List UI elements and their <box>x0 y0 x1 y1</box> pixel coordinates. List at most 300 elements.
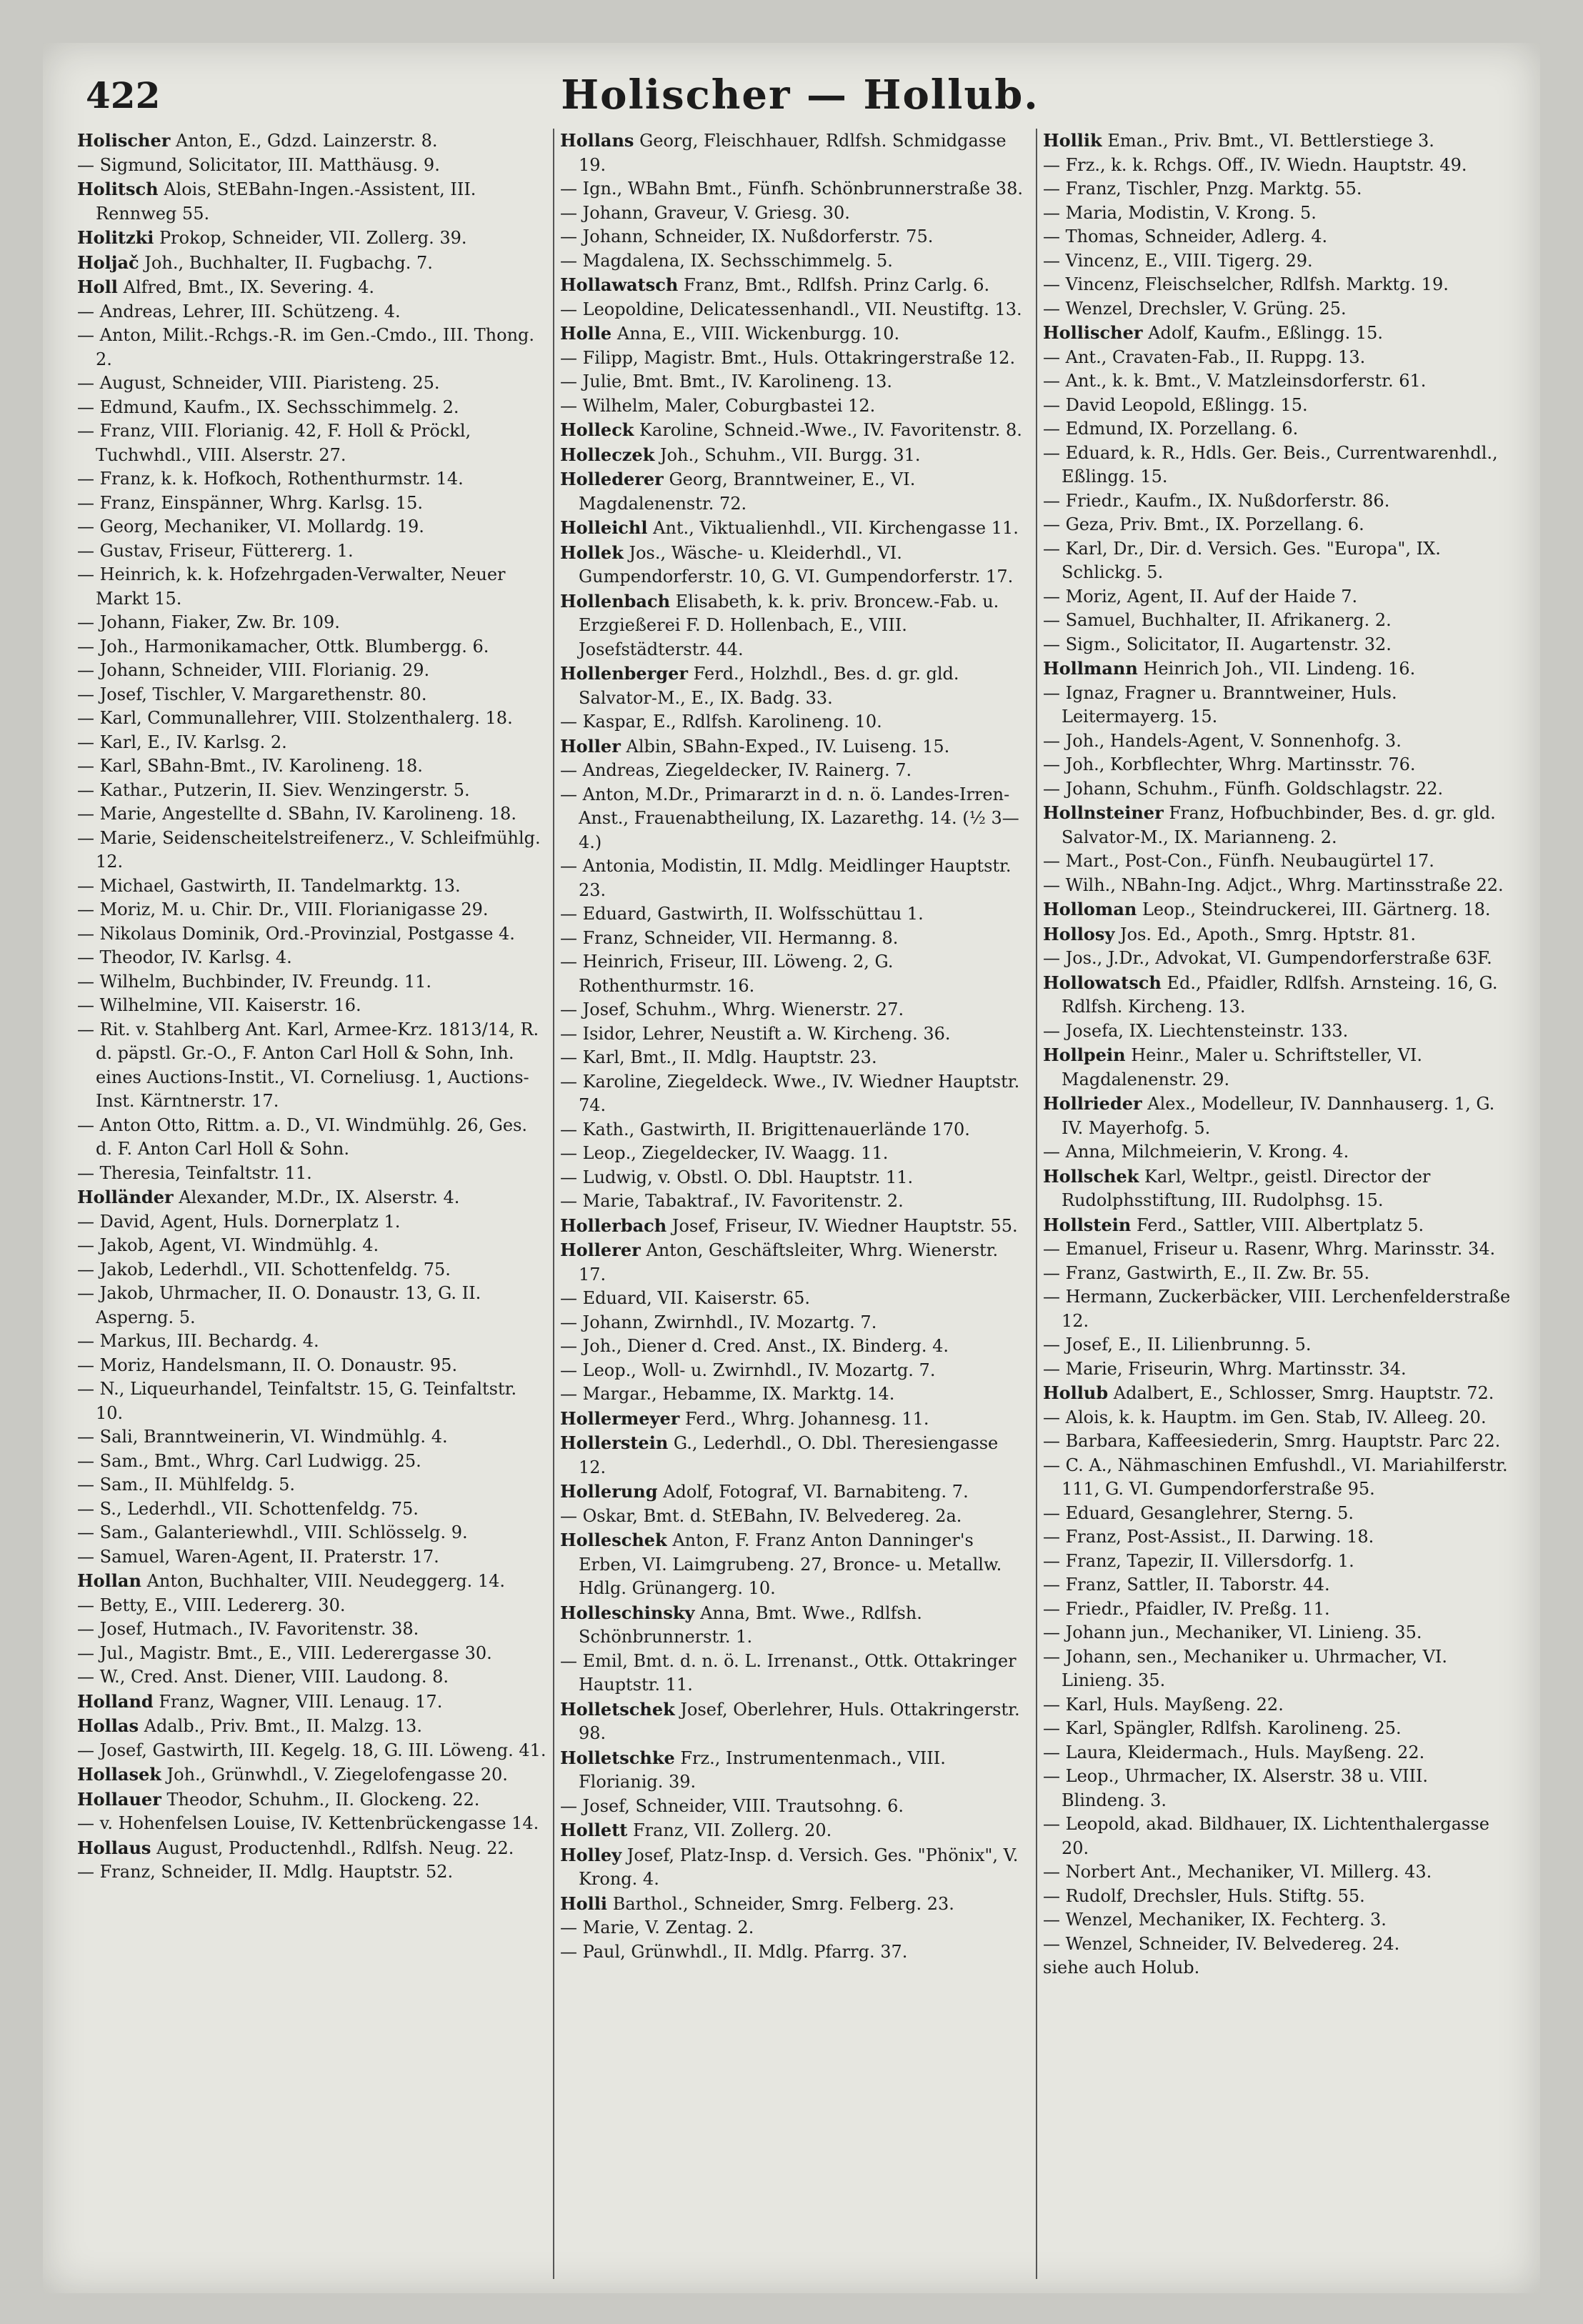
directory-entry <box>77 1497 547 1522</box>
entry-surname: Hollerbach <box>560 1215 667 1236</box>
entry-surname: Holitzki <box>77 227 154 248</box>
directory-entry <box>560 662 1030 710</box>
directory-entry <box>1043 729 1514 754</box>
entry-text: — Magdalena, IX. Sechsschimmelg. 5. <box>560 250 893 271</box>
entry-text: — Maria, Modistin, V. Krong. 5. <box>1043 202 1317 223</box>
directory-entry <box>77 827 547 874</box>
directory-entry <box>560 516 1030 541</box>
entry-surname: Hollenbach <box>560 590 671 612</box>
entry-text: — Emanuel, Friseur u. Rasenr, Whrg. Marinsstr. 34. <box>1043 1239 1496 1259</box>
directory-entry <box>1043 801 1514 849</box>
directory-entry <box>1043 1550 1514 1574</box>
entry-text: — Thomas, Schneider, Adlerg. 4. <box>1043 226 1328 246</box>
entry-text: — Edmund, IX. Porzellang. 6. <box>1043 419 1299 439</box>
entry-text: Eman., Priv. Bmt., VI. Bettlerstiege 3. <box>1107 131 1434 151</box>
directory-entry <box>560 710 1030 734</box>
entry-text: — Johann, Schuhm., Fünfh. Goldschlagstr. 22. <box>1043 778 1444 799</box>
entry-text: — Paul, Grünwhdl., II. Mdlg. Pfarrg. 37. <box>560 1941 908 1962</box>
entry-text: Franz, VII. Zollerg. 20. <box>633 1820 832 1840</box>
directory-entry <box>1043 1357 1514 1382</box>
directory-entry <box>1043 417 1514 442</box>
entry-text: Georg, Fleischhauer, Rdlfsh. Schmidgasse 19. <box>579 131 1007 175</box>
entry-text: — Oskar, Bmt. d. StEBahn, IV. Belvedereg. 2a. <box>560 1505 962 1526</box>
directory-entry <box>77 1450 547 1474</box>
entry-text: — Josef, Schuhm., Whrg. Wienerstr. 27. <box>560 999 904 1019</box>
entry-text: Jos., Wäsche- u. Kleiderhdl., VI. Gumpendorferstr. 10, G. VI. Gumpendorferstr. 17. <box>579 542 1014 587</box>
entry-text: — Wilhelm, Maler, Coburgbastei 12. <box>560 395 876 416</box>
entry-text: Anton, Buchhalter, VIII. Neudeggerg. 14. <box>146 1571 505 1591</box>
directory-entry <box>560 1070 1030 1118</box>
directory-entry <box>560 734 1030 759</box>
entry-surname: Holischer <box>77 130 171 151</box>
entry-text: — Samuel, Waren-Agent, II. Praterstr. 17. <box>77 1546 439 1567</box>
directory-entry <box>77 1690 547 1715</box>
directory-entry <box>560 129 1030 177</box>
entry-text: — Friedr., Pfaidler, IV. Preßg. 11. <box>1043 1598 1330 1619</box>
entry-surname: Holleschinsky <box>560 1602 695 1623</box>
directory-entry <box>1043 1621 1514 1645</box>
entry-text: — Johann, Schneider, IX. Nußdorferstr. 75. <box>560 226 934 246</box>
directory-entry <box>560 1650 1030 1697</box>
directory-entry <box>77 275 547 300</box>
directory-entry <box>77 226 547 251</box>
entry-text: — Betty, E., VIII. Ledererg. 30. <box>77 1595 346 1615</box>
entry-text: Anna, Bmt. Wwe., Rdlfsh. Schönbrunnerstr. 1. <box>579 1602 922 1647</box>
directory-entry <box>1043 1741 1514 1765</box>
entry-text: — Laura, Kleidermach., Huls. Mayßeng. 22. <box>1043 1742 1425 1762</box>
entry-text: — Moriz, Agent, II. Auf der Haide 7. <box>1043 586 1358 607</box>
directory-entry <box>560 1214 1030 1239</box>
directory-entry <box>77 707 547 731</box>
directory-entry <box>1043 129 1514 154</box>
directory-entry <box>560 321 1030 346</box>
directory-entry <box>77 177 547 226</box>
directory-entry <box>77 1377 547 1425</box>
entry-text: Alfred, Bmt., IX. Severing. 4. <box>123 277 375 297</box>
directory-entry <box>77 251 547 276</box>
entry-text: — Wilhelmine, VII. Kaiserstr. 16. <box>77 995 361 1015</box>
running-head: Holischer — Hollub. <box>561 71 1039 119</box>
entry-text: — Josefa, IX. Liechtensteinstr. 133. <box>1043 1020 1349 1041</box>
directory-entry <box>560 1382 1030 1407</box>
directory-entry <box>560 1046 1030 1070</box>
entry-surname: Hollnsteiner <box>1043 802 1164 823</box>
entry-text: — Anton, Milit.-Rchgs.-R. im Gen.-Cmdo., III. Thong. 2. <box>77 325 535 369</box>
entry-surname: Hollasek <box>77 1764 161 1785</box>
entry-text: — Rit. v. Stahlberg Ant. Karl, Armee-Krz. 1813/14, R. d. päpstl. Gr.-O., F. Anton Carl Holl & Sohn, Inh. eines Auctions-Instit., VI. Corneliusg. 1, Auctions-Inst. Kärntnerstr. 17. <box>77 1019 539 1111</box>
directory-entry <box>77 467 547 492</box>
directory-entry <box>1043 585 1514 609</box>
directory-entry <box>1043 1285 1514 1333</box>
directory-entry <box>560 1359 1030 1383</box>
entry-surname: Holländer <box>77 1187 174 1207</box>
entry-text: — Anna, Milchmeierin, V. Krong. 4. <box>1043 1142 1349 1162</box>
directory-entry <box>560 1407 1030 1432</box>
directory-entry <box>560 1697 1030 1746</box>
entry-surname: Hollans <box>560 130 634 151</box>
directory-entry <box>77 1545 547 1570</box>
entry-surname: Holl <box>77 276 118 297</box>
directory-entry <box>560 1335 1030 1359</box>
entry-text: siehe auch Holub. <box>1043 1958 1200 1978</box>
entry-text: — Jakob, Agent, VI. Windmühlg. 4. <box>77 1235 379 1255</box>
directory-entry <box>77 779 547 803</box>
page-header <box>86 64 1514 136</box>
directory-entry <box>560 177 1030 201</box>
directory-entry <box>1043 1262 1514 1286</box>
entry-surname: Hollstein <box>1043 1214 1132 1235</box>
directory-entry <box>77 371 547 396</box>
entry-text: — Jakob, Uhrmacher, II. O. Donaustr. 13, G. II. Asperng. 5. <box>77 1283 481 1327</box>
entry-text: — Franz, k. k. Hofkoch, Rothenthurmstr. 14. <box>77 469 464 489</box>
entry-surname: Hollas <box>77 1715 139 1736</box>
entry-text: — C. A., Nähmaschinen Emfushdl., VI. Mariahilferstr. 111, G. VI. Gumpendorferstraße 95. <box>1043 1455 1508 1499</box>
directory-entry <box>1043 1019 1514 1044</box>
directory-entry <box>560 1238 1030 1287</box>
entry-text: — Franz, Tischler, Pnzg. Marktg. 55. <box>1043 179 1362 199</box>
directory-entry <box>77 1739 547 1763</box>
directory-entry <box>77 874 547 899</box>
entry-surname: Hollik <box>1043 130 1102 151</box>
entry-surname: Hollek <box>560 542 624 563</box>
column-1 <box>71 129 554 2279</box>
entry-text: Josef, Friseur, IV. Wiedner Hauptstr. 55. <box>671 1215 1018 1236</box>
directory-entry <box>77 539 547 564</box>
directory-entry <box>77 970 547 994</box>
entry-surname: Holjač <box>77 251 139 273</box>
directory-entry <box>1043 1573 1514 1597</box>
entry-text: — Kath., Gastwirth, II. Brigittenauerlände 170. <box>560 1119 970 1139</box>
directory-entry <box>1043 1454 1514 1502</box>
entry-surname: Hollerstein <box>560 1432 669 1453</box>
directory-entry <box>560 346 1030 371</box>
entry-text: — Johann, Schneider, VIII. Florianig. 29. <box>77 660 430 680</box>
entry-text: Joh., Grünwhdl., V. Ziegelofengasse 20. <box>166 1765 508 1785</box>
directory-entry <box>560 201 1030 226</box>
entry-surname: Hollischer <box>1043 322 1143 343</box>
entry-text: — Karoline, Ziegeldeck. Wwe., IV. Wiedner Hauptstr. 74. <box>560 1071 1020 1115</box>
entry-text: — Ignaz, Fragner u. Branntweiner, Huls. Leitermayerg. 15. <box>1043 682 1397 727</box>
entry-text: — Leop., Ziegeldecker, IV. Waagg. 11. <box>560 1143 889 1163</box>
entry-text: Josef, Oberlehrer, Huls. Ottakringerstr. 98. <box>579 1699 1020 1743</box>
directory-entry <box>77 1425 547 1450</box>
entry-text: — Joh., Handels-Agent, V. Sonnenhofg. 3. <box>1043 730 1402 751</box>
directory-entry <box>1043 947 1514 971</box>
directory-entry <box>560 1287 1030 1311</box>
entry-text: — Karl, Bmt., II. Mdlg. Hauptstr. 23. <box>560 1047 877 1067</box>
directory-entry <box>560 394 1030 419</box>
entry-text: — Ign., WBahn Bmt., Fünfh. Schönbrunnerstraße 38. <box>560 179 1023 199</box>
entry-text: — Geza, Priv. Bmt., IX. Porzellang. 6. <box>1043 514 1364 534</box>
entry-text: — Ant., Cravaten-Fab., II. Ruppg. 13. <box>1043 346 1366 367</box>
entry-surname: Hollowatsch <box>1043 972 1162 993</box>
entry-text: — David Leopold, Eßlingg. 15. <box>1043 394 1308 415</box>
directory-entry <box>77 1860 547 1885</box>
directory-entry <box>77 1642 547 1666</box>
entry-text: Ant., Viktualienhdl., VII. Kirchengasse 11. <box>653 518 1019 538</box>
entry-text: Adolf, Kaufm., Eßlingg. 15. <box>1148 323 1384 343</box>
entry-surname: Holleck <box>560 419 634 440</box>
directory-entry <box>1043 922 1514 947</box>
directory-entry <box>1043 1525 1514 1550</box>
directory-entry <box>560 902 1030 927</box>
entry-text: — Heinrich, k. k. Hofzehrgaden-Verwalter, Neuer Markt 15. <box>77 564 506 609</box>
directory-entry <box>77 1594 547 1618</box>
directory-entry <box>77 1762 547 1787</box>
directory-entry <box>1043 1860 1514 1885</box>
directory-entry <box>77 1617 547 1642</box>
entry-text: — Eduard, k. R., Hdls. Ger. Beis., Currentwarenhdl., Eßlingg. 15. <box>1043 442 1498 487</box>
directory-entry <box>77 946 547 970</box>
directory-entry <box>560 589 1030 662</box>
entry-text: — Hermann, Zuckerbäcker, VIII. Lerchenfelderstraße 12. <box>1043 1287 1511 1331</box>
entry-text: — Josef, E., II. Lilienbrunng. 5. <box>1043 1335 1312 1355</box>
entry-text: — Georg, Mechaniker, VI. Mollardg. 19. <box>77 517 424 537</box>
entry-text: — Sam., Bmt., Whrg. Carl Ludwigg. 25. <box>77 1450 421 1471</box>
directory-entry <box>560 1022 1030 1047</box>
entry-text: — Josef, Gastwirth, III. Kegelg. 18, G. III. Löweng. 41. <box>77 1740 546 1760</box>
directory-entry <box>1043 394 1514 418</box>
directory-entry <box>1043 177 1514 201</box>
directory-entry <box>77 1354 547 1378</box>
directory-entry <box>560 370 1030 394</box>
entry-text: — W., Cred. Anst. Diener, VIII. Laudong. 8. <box>77 1667 449 1687</box>
directory-entry <box>560 443 1030 468</box>
entry-text: — Edmund, Kaufm., IX. Sechsschimmelg. 2. <box>77 397 459 417</box>
column-2 <box>554 129 1037 2279</box>
directory-entry <box>77 1282 547 1330</box>
entry-text: Alexander, M.Dr., IX. Alserstr. 4. <box>179 1187 460 1207</box>
directory-entry <box>77 922 547 947</box>
entry-text: — Franz, Gastwirth, E., II. Zw. Br. 55. <box>1043 1262 1370 1283</box>
entry-surname: Hollerung <box>560 1481 658 1502</box>
directory-entry <box>1043 1140 1514 1165</box>
entry-text: — Vincenz, E., VIII. Tigerg. 29. <box>1043 250 1313 271</box>
entry-text: — Andreas, Ziegeldecker, IV. Rainerg. 7. <box>560 760 912 780</box>
entry-surname: Holler <box>560 735 621 757</box>
entry-surname: Hollermeyer <box>560 1407 680 1429</box>
directory-entry <box>1043 1812 1514 1860</box>
directory-entry <box>560 927 1030 951</box>
entry-surname: Holley <box>560 1844 622 1865</box>
entry-text: — Rudolf, Drechsler, Huls. Stiftg. 55. <box>1043 1885 1365 1906</box>
entry-text: — Jos., J.Dr., Advokat, VI. Gumpendorferstraße 63F. <box>1043 948 1492 968</box>
entry-text: — Sam., II. Mühlfeldg. 5. <box>77 1475 296 1495</box>
entry-text: Prokop, Schneider, VII. Zollerg. 39. <box>159 228 467 248</box>
directory-entry <box>560 1892 1030 1917</box>
directory-entry <box>77 898 547 922</box>
directory-entry <box>77 635 547 659</box>
entry-surname: Hollmann <box>1043 658 1138 679</box>
directory-entry <box>1043 1406 1514 1430</box>
entry-text: Anton, F. Franz Anton Danninger's Erben, VI. Laimgrubeng. 27, Bronce- u. Metallw. Hdlg. Grünangerg. 10. <box>579 1530 1002 1598</box>
entry-text: — Sigmund, Solicitator, III. Matthäusg. 9. <box>77 154 440 175</box>
entry-text: — Marie, Angestellte d. SBahn, IV. Karolineng. 18. <box>77 804 516 824</box>
directory-entry <box>1043 1717 1514 1741</box>
entry-text: — Franz, Einspänner, Whrg. Karlsg. 15. <box>77 492 423 513</box>
directory-entry <box>77 802 547 827</box>
entry-text: — Andreas, Lehrer, III. Schützeng. 4. <box>77 301 401 321</box>
entry-text: G., Lederhdl., O. Dbl. Theresiengasse 12. <box>579 1433 999 1477</box>
directory-entry <box>77 611 547 635</box>
entry-text: — Franz, Sattler, II. Taborstr. 44. <box>1043 1575 1330 1595</box>
directory-entry <box>1043 1213 1514 1238</box>
entry-text: — Marie, Seidenscheitelstreifenerz., V. Schleifmühlg. 12. <box>77 827 541 872</box>
directory-entry <box>560 854 1030 902</box>
entry-text: — Antonia, Modistin, II. Mdlg. Meidlinger Hauptstr. 23. <box>560 856 1012 900</box>
directory-entry <box>77 1812 547 1836</box>
directory-entry <box>1043 513 1514 537</box>
entry-surname: Hollschek <box>1043 1165 1139 1187</box>
entry-text: — Vincenz, Fleischselcher, Rdlfsh. Marktg. 19. <box>1043 274 1449 294</box>
entry-text: Heinrich Joh., VII. Lindeng. 16. <box>1143 659 1416 679</box>
directory-entry <box>1043 753 1514 777</box>
directory-entry <box>77 731 547 755</box>
entry-text: — N., Liqueurhandel, Teinfaltstr. 15, G. Teinfaltstr. 10. <box>77 1379 517 1423</box>
column-3 <box>1037 129 1520 2279</box>
entry-text: — Ant., k. k. Bmt., V. Matzleinsdorferstr. 61. <box>1043 371 1427 391</box>
entry-text: — Theodor, IV. Karlsg. 4. <box>77 947 292 967</box>
entry-text: — v. Hohenfelsen Louise, IV. Kettenbrückengasse 14. <box>77 1813 539 1833</box>
entry-text: Heinr., Maler u. Schriftsteller, VI. Magdalenenstr. 29. <box>1062 1045 1423 1089</box>
entry-text: — David, Agent, Huls. Dornerplatz 1. <box>77 1211 401 1232</box>
entry-text: — Nikolaus Dominik, Ord.-Provinzial, Postgasse 4. <box>77 923 515 944</box>
directory-entry <box>77 563 547 611</box>
directory-entry <box>1043 897 1514 922</box>
directory-entry <box>1043 442 1514 489</box>
directory-entry <box>560 950 1030 998</box>
entry-text: — Sali, Branntweinerin, VI. Windmühlg. 4. <box>77 1427 448 1447</box>
directory-entry <box>560 1166 1030 1190</box>
directory-entry <box>560 467 1030 516</box>
directory-entry <box>1043 1092 1514 1140</box>
entry-text: — Sigm., Solicitator, II. Augartenstr. 32. <box>1043 634 1392 654</box>
directory-entry <box>1043 1165 1514 1213</box>
entry-text: — Sam., Galanteriewhdl., VIII. Schlösselg. 9. <box>77 1522 468 1542</box>
entry-text: — Franz, Post-Assist., II. Darwing. 18. <box>1043 1527 1374 1547</box>
entry-surname: Hollauer <box>77 1788 161 1810</box>
entry-text: — Jul., Magistr. Bmt., E., VIII. Lederergasse 30. <box>77 1642 492 1663</box>
directory-entry <box>77 683 547 707</box>
entry-text: — Karl, Spängler, Rdlfsh. Karolineng. 25. <box>1043 1718 1402 1738</box>
directory-entry <box>1043 609 1514 633</box>
directory-entry <box>1043 1932 1514 1957</box>
entry-text: — August, Schneider, VIII. Piaristeng. 25. <box>77 373 440 393</box>
directory-entry <box>1043 369 1514 394</box>
directory-entry <box>560 1142 1030 1166</box>
directory-entry <box>1043 849 1514 874</box>
directory-entry <box>77 1569 547 1594</box>
directory-entry <box>560 1311 1030 1335</box>
entry-text: August, Productenhdl., Rdlfsh. Neug. 22. <box>156 1837 514 1858</box>
entry-text: — Karl, Dr., Dir. d. Versich. Ges. "Europa", IX. Schlickg. 5. <box>1043 538 1441 582</box>
directory-entry <box>560 1940 1030 1965</box>
directory-entry <box>560 1431 1030 1480</box>
entry-text: — Ludwig, v. Obstl. O. Dbl. Hauptstr. 11. <box>560 1167 914 1187</box>
directory-entry <box>77 492 547 516</box>
entry-text: — Kaspar, E., Rdlfsh. Karolineng. 10. <box>560 712 882 732</box>
entry-text: — Josef, Tischler, V. Margarethenstr. 80. <box>77 684 427 704</box>
directory-entry <box>1043 1333 1514 1357</box>
entry-text: — Karl, Huls. Mayßeng. 22. <box>1043 1694 1284 1715</box>
directory-entry <box>77 659 547 683</box>
entry-text: — Johann jun., Mechaniker, VI. Linieng. 35. <box>1043 1622 1422 1642</box>
entry-text: — Eduard, Gesanglehrer, Sterng. 5. <box>1043 1502 1354 1523</box>
entry-surname: Holletschke <box>560 1747 675 1768</box>
entry-surname: Hollan <box>77 1570 141 1591</box>
directory-entry <box>1043 249 1514 274</box>
directory-entry <box>560 1505 1030 1529</box>
entry-text: — Josef, Schneider, VIII. Trautsohng. 6. <box>560 1795 904 1816</box>
entry-surname: Hollaus <box>77 1837 151 1858</box>
entry-text: Adalbert, E., Schlosser, Smrg. Hauptstr. 72. <box>1113 1383 1494 1403</box>
entry-surname: Hollett <box>560 1820 628 1840</box>
directory-entry <box>1043 633 1514 657</box>
entry-surname: Hollosy <box>1043 923 1115 944</box>
directory-entry <box>560 541 1030 589</box>
entry-text: — Eduard, VII. Kaiserstr. 65. <box>560 1288 811 1308</box>
entry-surname: Holletschek <box>560 1698 675 1720</box>
entry-text: — Emil, Bmt. d. n. ö. L. Irrenanst., Ottk. Ottakringer Hauptstr. 11. <box>560 1650 1017 1695</box>
directory-entry <box>1043 1765 1514 1812</box>
entry-text: — Wilh., NBahn-Ing. Adjct., Whrg. Martinsstraße 22. <box>1043 874 1504 895</box>
directory-entry <box>77 994 547 1018</box>
entry-text: Frz., Instrumentenmach., VIII. Florianig. 39. <box>579 1747 946 1792</box>
entry-text: Karl, Weltpr., geistl. Director der Rudolphsstiftung, III. Rudolphsg. 15. <box>1062 1166 1431 1210</box>
directory-entry <box>77 1521 547 1545</box>
entry-text: — Frz., k. k. Rchgs. Off., IV. Wiedn. Hauptstr. 49. <box>1043 154 1467 175</box>
directory-entry <box>560 1528 1030 1601</box>
directory-entry <box>560 1795 1030 1819</box>
entry-surname: Hollrieder <box>1043 1093 1142 1114</box>
directory-entry <box>560 273 1030 298</box>
entry-text: — Josef, Hutmach., IV. Favoritenstr. 38. <box>77 1619 419 1639</box>
entry-surname: Holleschek <box>560 1530 667 1550</box>
entry-text: Josef, Platz-Insp. d. Versich. Ges. "Phönix", V. Krong. 4. <box>579 1845 1019 1889</box>
entry-text: Ferd., Holzhdl., Bes. d. gr. gld. Salvator-M., E., IX. Badg. 33. <box>579 664 959 708</box>
entry-surname: Holleczek <box>560 444 655 465</box>
directory-entry <box>560 225 1030 249</box>
directory-entry <box>77 1836 547 1861</box>
entry-text: — Friedr., Kaufm., IX. Nußdorferstr. 86. <box>1043 490 1390 511</box>
directory-entry <box>1043 1885 1514 1909</box>
entry-text: Joh., Schuhm., VII. Burgg. 31. <box>659 444 921 465</box>
entry-surname: Hollenberger <box>560 663 689 684</box>
directory-entry <box>77 1018 547 1114</box>
directory-entry <box>1043 297 1514 321</box>
entry-text: — Heinrich, Friseur, III. Löweng. 2, G. Rothenthurmstr. 16. <box>560 952 894 996</box>
entry-text: — Karl, E., IV. Karlsg. 2. <box>77 732 287 752</box>
directory-entry <box>560 249 1030 274</box>
directory-entry <box>77 515 547 539</box>
directory-entry <box>77 1114 547 1162</box>
entry-text: Elisabeth, k. k. priv. Broncew.-Fab. u. Erzgießerei F. D. Hollenbach, E., VIII. Josefstädterstr. 44. <box>579 591 999 659</box>
directory-entry <box>1043 1597 1514 1622</box>
entry-text: — Franz, Schneider, II. Mdlg. Hauptstr. 52. <box>77 1862 454 1882</box>
directory-entry <box>77 1162 547 1186</box>
entry-text: Ed., Pfaidler, Rdlfsh. Arnsteing. 16, G. Rdlfsh. Kircheng. 13. <box>1062 972 1498 1017</box>
entry-text: — Michael, Gastwirth, II. Tandelmarktg. 13. <box>77 875 461 896</box>
entry-surname: Hollawatsch <box>560 274 679 295</box>
directory-entry <box>560 1601 1030 1650</box>
directory-entry <box>560 418 1030 443</box>
entry-text: — Marie, Tabaktraf., IV. Favoritenstr. 2. <box>560 1191 904 1211</box>
entry-text: — S., Lederhdl., VII. Schottenfeldg. 75. <box>77 1498 419 1519</box>
entry-text: — Johann, Graveur, V. Griesg. 30. <box>560 202 850 223</box>
directory-entry <box>77 1185 547 1210</box>
entry-text: — Joh., Korbflechter, Whrg. Martinsstr. 76. <box>1043 754 1416 774</box>
directory-entry <box>1043 1502 1514 1526</box>
